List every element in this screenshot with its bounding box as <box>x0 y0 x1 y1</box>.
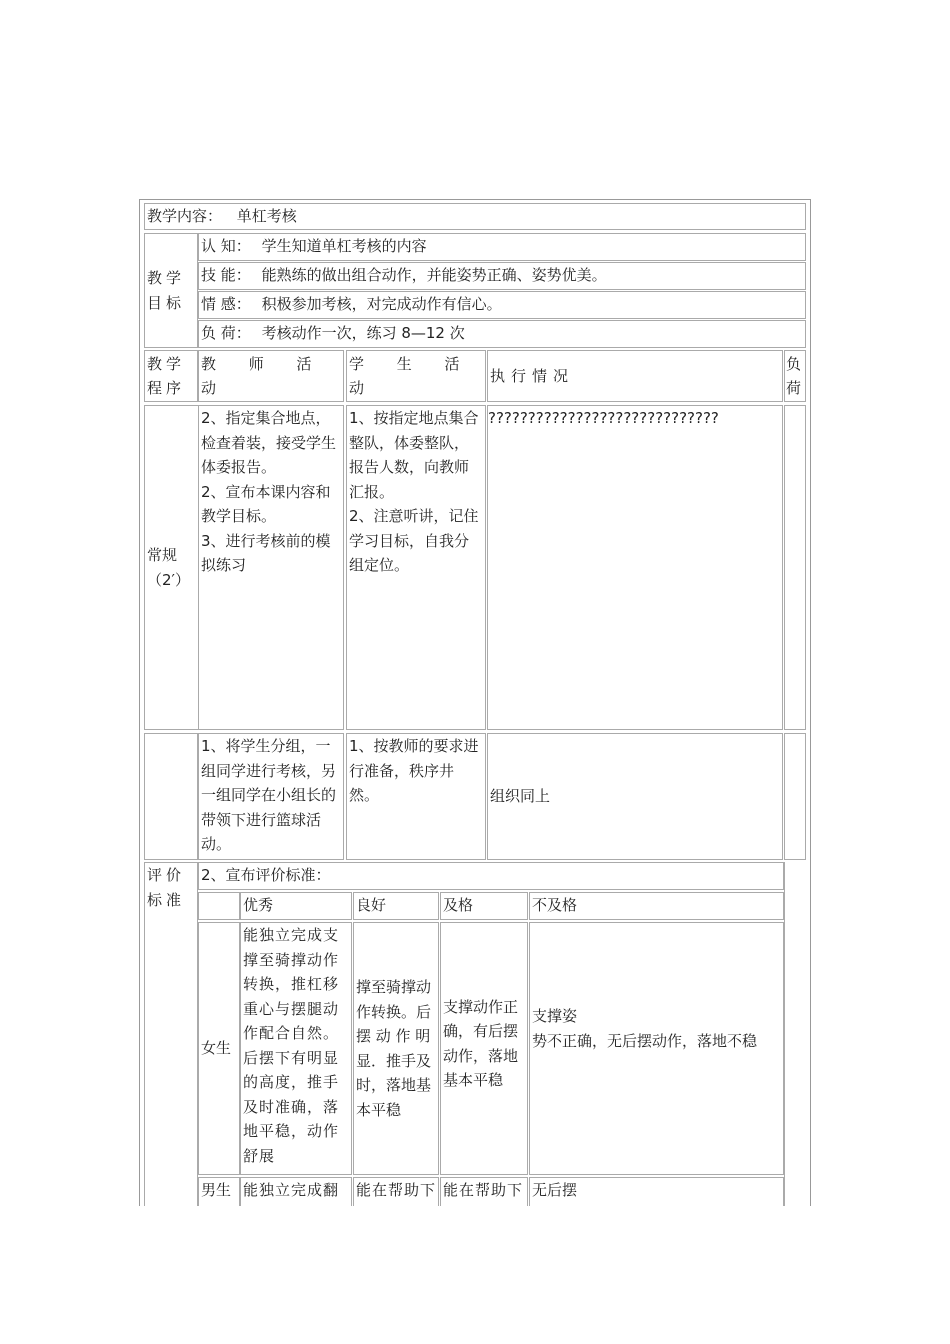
routine-teacher-activity: 2、指定集合地点，检查着装，接受学生体委报告。 2、宣布本课内容和教学目标。 3、进行考核前的模拟练习 <box>198 405 344 730</box>
goal-row-skill <box>198 262 806 290</box>
goal-text-skill: 能熟练的做出组合动作，并能姿势正确、姿势优美。 <box>261 266 607 284</box>
header-teacher <box>198 350 344 402</box>
content-row <box>144 203 806 230</box>
eval-group-female-text: 女生 <box>201 1039 232 1058</box>
header-student-text: 学 生 活 动 <box>349 354 474 397</box>
header-execution-text: 执行情况 <box>490 366 575 385</box>
eval-male-excellent: 能独立完成翻 <box>240 1177 352 1206</box>
goal-row-emotion <box>198 291 806 319</box>
goals-label: 教学目标 <box>147 269 186 312</box>
goal-label-emotion: 情 感： <box>201 295 251 313</box>
eval-header-pass: 及格 <box>440 892 528 920</box>
goal-text-load: 考核动作一次，练习 8—12 次 <box>261 324 465 342</box>
header-program-text: 教学程序 <box>147 354 186 397</box>
eval-group-male: 男生 <box>198 1177 240 1206</box>
goal-label-load: 负 荷： <box>201 324 251 342</box>
goal-row-cognition <box>198 233 806 261</box>
routine-execution: ????????????????????????????? <box>487 405 783 730</box>
goal-text-emotion: 积极参加考核，对完成动作有信心。 <box>261 295 502 313</box>
exam-teacher-activity: 1、将学生分组，一组同学进行考核，另一组同学在小组长的带领下进行篮球活动。 <box>198 733 344 860</box>
lesson-plan-table <box>139 199 811 1206</box>
eval-header-good: 良好 <box>353 892 439 920</box>
evaluation-label-cell <box>144 862 198 1206</box>
goal-text-cognition: 学生知道单杠考核的内容 <box>261 237 427 255</box>
exam-label-cell <box>144 733 198 860</box>
exam-execution-text: 组织同上 <box>490 787 551 806</box>
evaluation-label: 评价标准 <box>147 866 186 909</box>
goal-label-skill: 技 能： <box>201 266 251 284</box>
eval-female-fail: 支撑姿 势不正确，无后摆动作，落地不稳 <box>532 1007 758 1050</box>
eval-female-good-cell <box>353 922 439 1175</box>
exam-execution <box>487 733 783 860</box>
eval-header-blank <box>198 892 240 920</box>
routine-load <box>784 405 806 730</box>
routine-label: 常规 <box>147 546 178 564</box>
exam-student-activity: 1、按教师的要求进行准备，秩序井然。 <box>346 733 486 860</box>
eval-header-fail: 不及格 <box>529 892 784 920</box>
goal-label-cognition: 认 知： <box>201 237 251 255</box>
eval-male-good: 能在帮助下 <box>353 1177 439 1206</box>
routine-time: （2′） <box>147 570 190 589</box>
goal-row-load <box>198 320 806 348</box>
eval-male-fail: 无后摆 <box>529 1177 784 1206</box>
eval-right-gap <box>784 862 806 1206</box>
eval-female-pass-cell <box>440 922 528 1175</box>
header-student <box>346 350 486 402</box>
content-value: 单杠考核 <box>236 207 297 225</box>
goals-label-cell <box>144 233 198 348</box>
eval-male-pass: 能在帮助下 <box>440 1177 528 1206</box>
header-load-text: 负荷 <box>786 354 802 397</box>
routine-student-activity: 1、按指定地点集合整队，体委整队，报告人数，向教师汇报。 2、注意听讲，记住学习目标，自我分组定位。 <box>346 405 486 730</box>
eval-female-excellent: 能独立完成支撑至骑撑动作转换，推杠移重心与摆腿动作配合自然。后摆下有明显的高度，推手及时准确，落地平稳，动作舒展 <box>240 922 352 1175</box>
eval-female-good: 撑至骑撑动作转换。后摆 动 作 明显．推手及时，落地基本平稳 <box>356 978 432 1119</box>
eval-header-excellent: 优秀 <box>240 892 352 920</box>
content-label: 教学内容： <box>147 207 223 225</box>
header-teacher-text: 教 师 活 动 <box>201 354 326 397</box>
eval-female-fail-cell <box>529 922 784 1175</box>
eval-female-pass: 支撑动作正确，有后摆动作，落地基本平稳 <box>443 997 519 1089</box>
header-load <box>784 350 806 402</box>
header-execution <box>487 350 783 402</box>
exam-load <box>784 733 806 860</box>
evaluation-intro: 2、宣布评价标准： <box>198 862 784 890</box>
header-program <box>144 350 198 402</box>
routine-label-cell <box>144 405 198 730</box>
eval-group-female <box>198 922 240 1175</box>
